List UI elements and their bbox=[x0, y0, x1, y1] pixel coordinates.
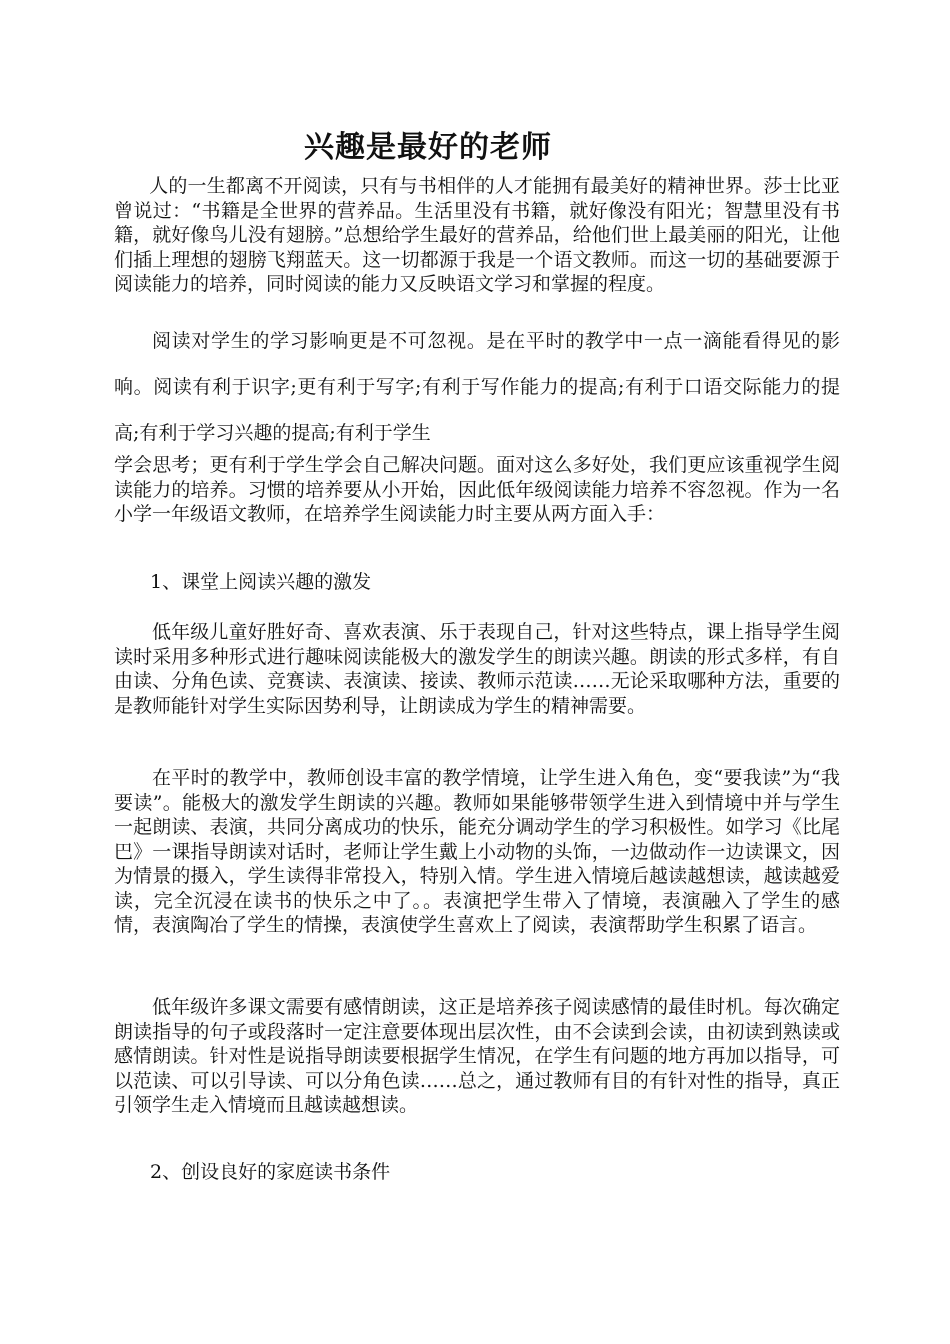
paragraph-emotional-reading: 低年级许多课文需要有感情朗读，这正是培养孩子阅读感情的最佳时机。每次确定朗读指导的句子或段落时一定注意要体现出层次性，由不会读到会读，由初读到熟读或感情朗读。针对性是说指导朗读要根据学生情况，在学生有问题的地方再加以指导，可以范读、可以引导读、可以分角色读……总之，通过教师有目的有针对性的指导，真正引领学生走入情境而且越读越想读。 bbox=[114, 996, 840, 1116]
paragraph-classroom-forms: 低年级儿童好胜好奇、喜欢表演、乐于表现自己，针对这些特点，课上指导学生阅读时采用多种形式进行趣味阅读能极大的激发学生的朗读兴趣。朗读的形式多样，有自由读、分角色读、竞赛读、表演读、接读、教师示范读……无论采取哪种方法，重要的是教师能针对学生实际因势利导，让朗读成为学生的精神需要。 bbox=[114, 621, 840, 717]
document-title: 兴趣是最好的老师 bbox=[304, 130, 552, 165]
section-heading-2: 2、创设良好的家庭读书条件 bbox=[150, 1161, 391, 1183]
section-heading-1: 1、课堂上阅读兴趣的激发 bbox=[150, 571, 372, 593]
paragraph-reading-impact: 阅读对学生的学习影响更是不可忽视。是在平时的教学中一点一滴能看得见的影响。阅读有利于识字;更有利于写字;有利于写作能力的提高;有利于口语交际能力的提高;有利于学习兴趣的提高;有利于学生 bbox=[114, 330, 840, 444]
paragraph-teaching-context: 在平时的教学中，教师创设丰富的教学情境，让学生进入角色，变“要我读”为“我要读”。能极大的激发学生朗读的兴趣。教师如果能够带领学生进入到情境中并与学生一起朗读、表演，共同分离成功的快乐，能充分调动学生的学习积极性。如学习《比尾巴》一课指导朗读对话时，老师让学生戴上小动物的头饰，一边做动作一边读课文，因为情景的摄入，学生读得非常投入，特别入情。学生进入情境后越读越想读，越读越爱读，完全沉浸在读书的快乐之中了。。表演把学生带入了情境，表演融入了学生的感情，表演陶冶了学生的情操，表演使学生喜欢上了阅读，表演帮助学生积累了语言。 bbox=[114, 767, 840, 936]
paragraph-reading-impact-cont: 学会思考；更有利于学生学会自己解决问题。面对这么多好处，我们更应该重视学生阅读能力的培养。习惯的培养要从小开始，因此低年级阅读能力培养不容忽视。作为一名小学一年级语文教师，在培养学生阅读能力时主要从两方面入手： bbox=[114, 454, 840, 525]
paragraph-intro: 人的一生都离不开阅读，只有与书相伴的人才能拥有最美好的精神世界。莎士比亚曾说过：“书籍是全世界的营养品。生活里没有书籍，就好像没有阳光；智慧里没有书籍，就好像鸟儿没有翅膀。”总想给学生最好的营养品，给他们世上最美丽的阳光，让他们插上理想的翅膀飞翔蓝天。这一切都源于我是一个语文教师。而这一切的基础要源于阅读能力的培养，同时阅读的能力又反映语文学习和掌握的程度。 bbox=[114, 175, 840, 295]
